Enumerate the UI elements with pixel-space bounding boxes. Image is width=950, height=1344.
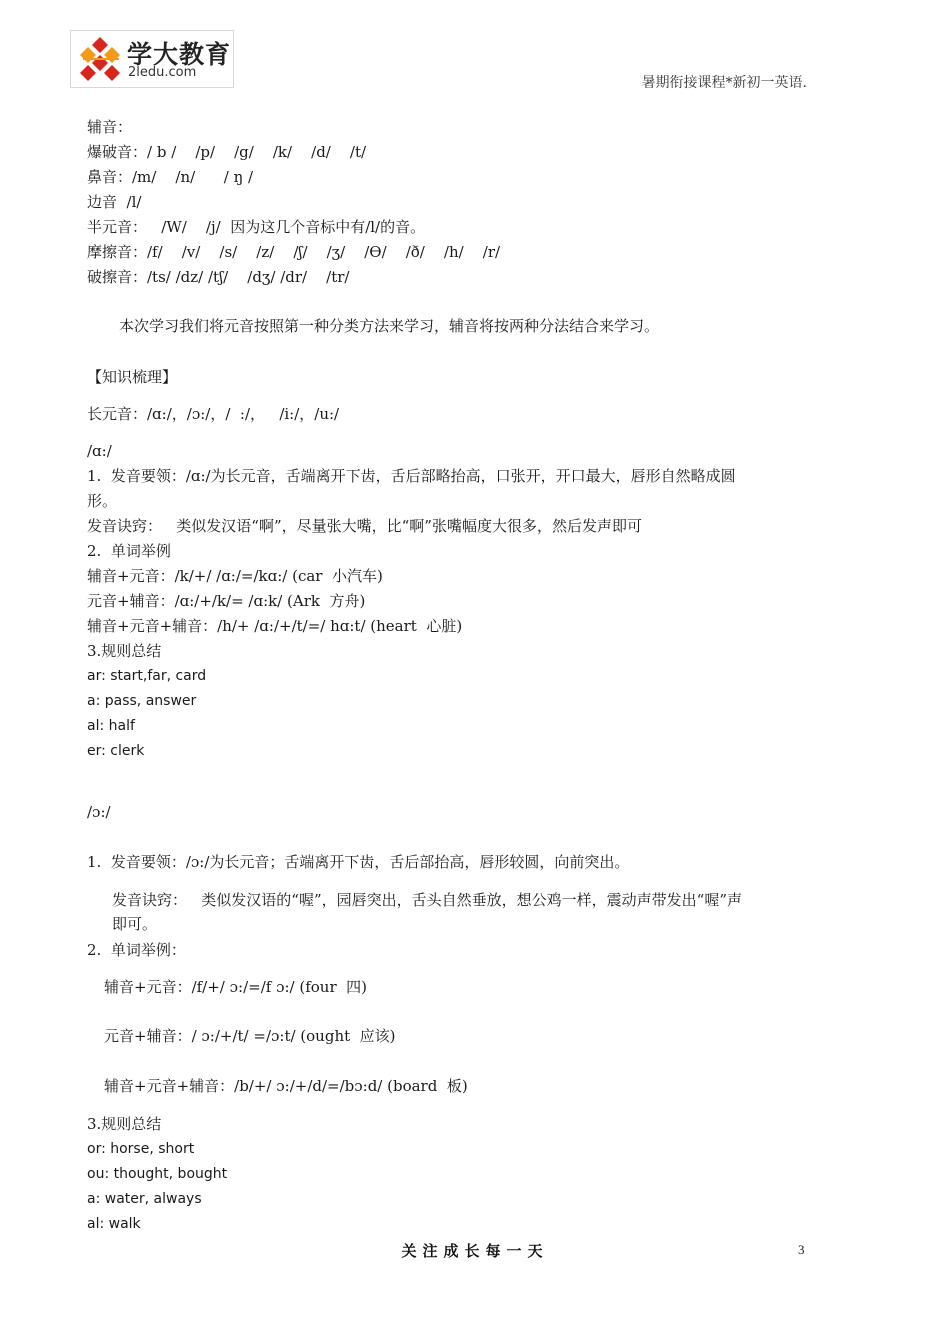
logo-mark-icon — [75, 35, 125, 83]
logo-text-en: 2ledu.com — [128, 65, 197, 80]
logo — [70, 30, 234, 88]
section-a-example-1: 辅音+元音：/k/+/ /ɑ:/=/kɑ:/ (car 小汽车) — [87, 567, 383, 585]
footer-motto: 关注成长每一天 — [401, 1242, 549, 1260]
section-o-tip-cont: 即可。 — [112, 915, 158, 933]
section-a-rule: a: pass, answer — [87, 693, 197, 709]
section-a-rule: er: clerk — [87, 743, 145, 759]
section-o-example-2: 元音+辅音：/ ɔ:/+/t/ =/ɔ:t/ (ought 应该) — [104, 1027, 396, 1045]
section-o-rule: al: walk — [87, 1216, 141, 1232]
section-a-rule: al: half — [87, 718, 135, 734]
page-number: 3 — [798, 1242, 805, 1257]
section-a-rule: ar: start,far, card — [87, 668, 207, 684]
consonants-heading: 辅音： — [87, 118, 133, 136]
section-a-example-2: 元音+辅音：/ɑ:/+/k/= /ɑ:k/ (Ark 方舟) — [87, 592, 366, 610]
section-o-point2: 2. 单词举例： — [87, 941, 186, 959]
knowledge-heading: 【知识梳理】 — [87, 368, 178, 386]
section-a-point2: 2. 单词举例 — [87, 542, 171, 560]
section-o-title: /ɔ:/ — [87, 803, 111, 821]
affricate-line: 破擦音：/ts/ /dz/ /tʃ/ /dʒ/ /dr/ /tr/ — [87, 268, 350, 286]
section-o-example-1: 辅音+元音：/f/+/ ɔ:/=/f ɔ:/ (four 四) — [104, 978, 367, 996]
nasal-line: 鼻音：/m/ /n/ / ŋ / — [87, 168, 254, 186]
intro-paragraph: 本次学习我们将元音按照第一种分类方法来学习，辅音将按两种分法结合来学习。 — [119, 317, 660, 335]
section-a-point1: 1. 发音要领：/ɑ:/为长元音，舌端离开下齿，舌后部略抬高，口张开，开口最大，唇形自然略成圆 — [87, 467, 736, 485]
semivowel-line: 半元音： /W/ /j/ 因为这几个音标中有/l/的音。 — [87, 218, 426, 236]
section-a-rules-title: 3.规则总结 — [87, 642, 162, 660]
section-a-tip: 发音诀窍： 类似发汉语“啊”，尽量张大嘴，比“啊”张嘴幅度大很多，然后发声即可 — [87, 517, 642, 535]
section-o-point1: 1. 发音要领：/ɔ:/为长元音；舌端离开下齿，舌后部抬高，唇形较圆，向前突出。 — [87, 853, 630, 871]
section-a-point1-cont: 形。 — [87, 492, 118, 510]
section-o-tip: 发音诀窍： 类似发汉语的“喔”，园唇突出，舌头自然垂放，想公鸡一样，震动声带发出“喔”声 — [112, 891, 742, 909]
section-o-rule: ou: thought, bought — [87, 1166, 228, 1182]
logo-text-cn: 学大教育 — [127, 40, 232, 69]
fricative-line: 摩擦音：/f/ /v/ /s/ /z/ /ʃ/ /ʒ/ /Ө/ /ð/ /h/ /r/ — [87, 243, 501, 261]
section-a-title: /ɑ:/ — [87, 442, 112, 460]
section-o-rule: a: water, always — [87, 1191, 202, 1207]
plosive-line: 爆破音：/ b / /p/ /g/ /k/ /d/ /t/ — [87, 143, 367, 161]
course-title: 暑期衔接课程*新初一英语. — [641, 75, 807, 91]
section-o-rule: or: horse, short — [87, 1141, 195, 1157]
section-o-example-3: 辅音+元音+辅音：/b/+/ ɔ:/+/d/=/bɔ:d/ (board 板) — [104, 1077, 468, 1095]
long-vowels-line: 长元音：/ɑ:/，/ɔ:/，/ :/， /i:/，/u:/ — [87, 405, 340, 423]
section-a-example-3: 辅音+元音+辅音：/h/+ /ɑ:/+/t/=/ hɑ:t/ (heart 心脏) — [87, 617, 463, 635]
section-o-rules-title: 3.规则总结 — [87, 1115, 162, 1133]
lateral-line: 边音 /l/ — [87, 193, 142, 211]
